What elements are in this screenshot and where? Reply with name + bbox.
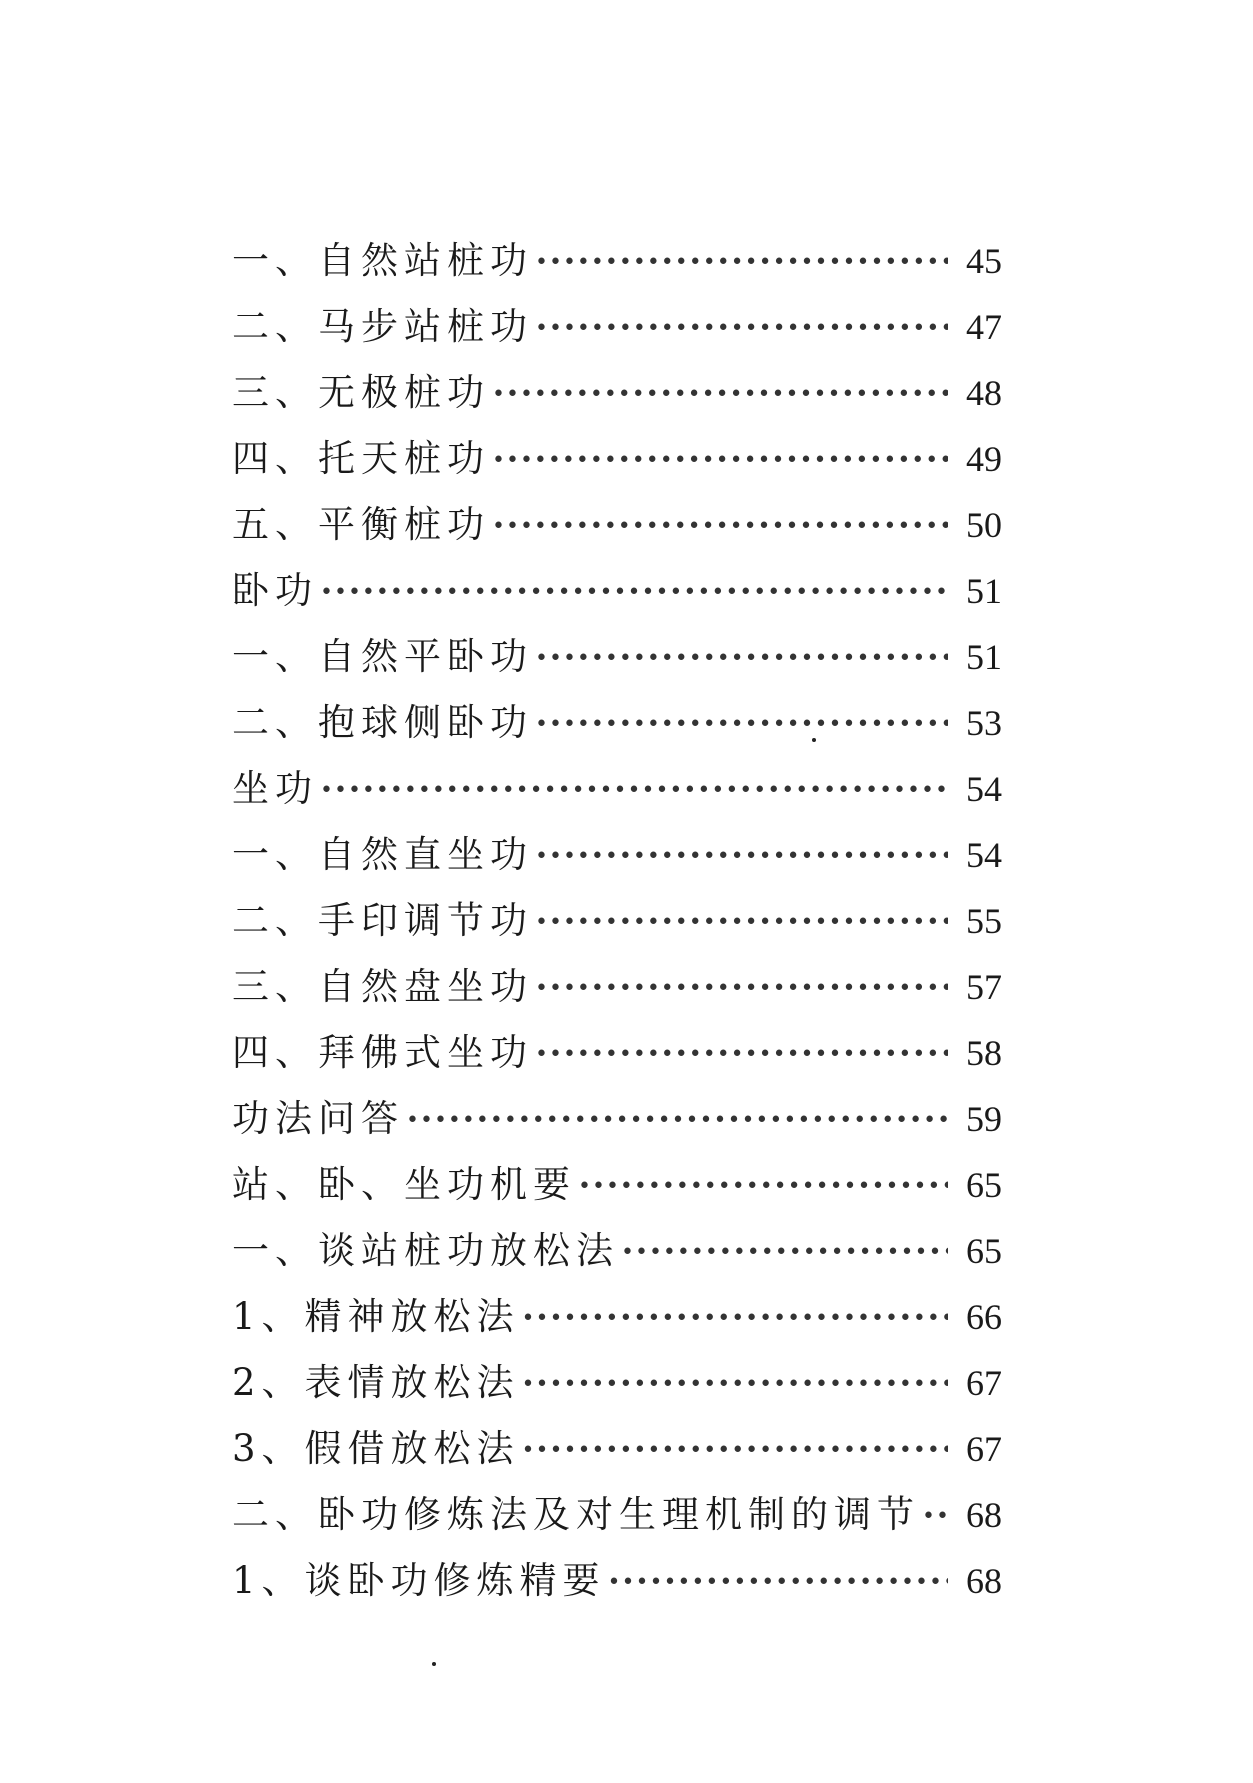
leader-dots [535,956,948,1022]
leader-dots [535,626,948,692]
toc-entry-page: 48 [966,373,1002,413]
toc-entry [232,1020,1002,1086]
toc-entry-title: 1、谈卧功修炼精要 [232,1559,606,1602]
toc-entry [232,1350,1002,1416]
toc-entry-page: 66 [966,1297,1002,1337]
toc-entry-title: 五、平衡桩功 [232,503,490,546]
leader-dots [578,1154,948,1220]
toc-entry-page: 65 [966,1165,1002,1205]
toc-entry-title: 1、精神放松法 [232,1295,520,1338]
toc-entry-title: 一、谈站桩功放松法 [232,1229,619,1272]
toc-entry-page: 68 [966,1495,1002,1535]
toc-entry [232,1086,1002,1152]
toc-entry [232,1416,1002,1482]
table-of-contents [232,228,1002,1614]
toc-entry-title: 3、假借放松法 [232,1427,520,1470]
toc-entry [232,294,1002,360]
toc-entry-page: 59 [966,1099,1002,1139]
toc-entry-title: 三、无极桩功 [232,371,490,414]
toc-entry [232,1548,1002,1614]
toc-entry-title: 二、抱球侧卧功 [232,701,533,744]
toc-entry-page: 45 [966,241,1002,281]
leader-dots [320,560,948,626]
toc-entry-page: 57 [966,967,1002,1007]
toc-entry-title: 四、托天桩功 [232,437,490,480]
toc-entry-title: 站、卧、坐功机要 [232,1163,576,1206]
toc-entry-page: 54 [966,769,1002,809]
toc-entry [232,1152,1002,1218]
leader-dots [320,758,948,824]
toc-entry [232,954,1002,1020]
toc-entry-title: 二、卧功修炼法及对生理机制的调节 [232,1493,920,1536]
leader-dots [492,362,948,428]
toc-entry-page: 67 [966,1363,1002,1403]
leader-dots [535,692,948,758]
toc-entry-page: 67 [966,1429,1002,1469]
leader-dots [535,1022,948,1088]
toc-entry-title: 一、自然站桩功 [232,239,533,282]
toc-entry [232,888,1002,954]
toc-entry-page: 55 [966,901,1002,941]
toc-entry-title: 2、表情放松法 [232,1361,520,1404]
toc-entry [232,756,1002,822]
scan-speck [812,738,816,742]
toc-entry [232,1482,1002,1548]
leader-dots [522,1286,948,1352]
toc-entry [232,822,1002,888]
toc-entry [232,426,1002,492]
toc-entry-page: 53 [966,703,1002,743]
leader-dots [922,1484,948,1550]
toc-entry-page: 51 [966,571,1002,611]
toc-entry [232,558,1002,624]
leader-dots [621,1220,948,1286]
toc-entry-page: 50 [966,505,1002,545]
toc-entry-title: 一、自然直坐功 [232,833,533,876]
leader-dots [522,1352,948,1418]
scan-speck [432,1662,436,1666]
toc-entry-title: 二、马步站桩功 [232,305,533,348]
toc-entry-page: 47 [966,307,1002,347]
leader-dots [492,494,948,560]
toc-entry [232,1218,1002,1284]
leader-dots [535,824,948,890]
toc-entry [232,690,1002,756]
leader-dots [522,1418,948,1484]
toc-entry-title: 坐功 [232,767,318,810]
leader-dots [608,1550,948,1616]
toc-entry-page: 49 [966,439,1002,479]
toc-entry [232,360,1002,426]
toc-entry-page: 68 [966,1561,1002,1601]
toc-entry-title: 卧功 [232,569,318,612]
leader-dots [492,428,948,494]
toc-entry-title: 二、手印调节功 [232,899,533,942]
toc-entry-page: 54 [966,835,1002,875]
toc-entry-title: 一、自然平卧功 [232,635,533,678]
leader-dots [406,1088,948,1154]
toc-entry [232,228,1002,294]
toc-entry [232,1284,1002,1350]
leader-dots [535,890,948,956]
toc-entry-title: 功法问答 [232,1097,404,1140]
toc-entry-page: 58 [966,1033,1002,1073]
leader-dots [535,296,948,362]
toc-entry-page: 51 [966,637,1002,677]
toc-entry-title: 四、拜佛式坐功 [232,1031,533,1074]
toc-entry-page: 65 [966,1231,1002,1271]
toc-entry [232,492,1002,558]
toc-entry [232,624,1002,690]
leader-dots [535,230,948,296]
toc-entry-title: 三、自然盘坐功 [232,965,533,1008]
